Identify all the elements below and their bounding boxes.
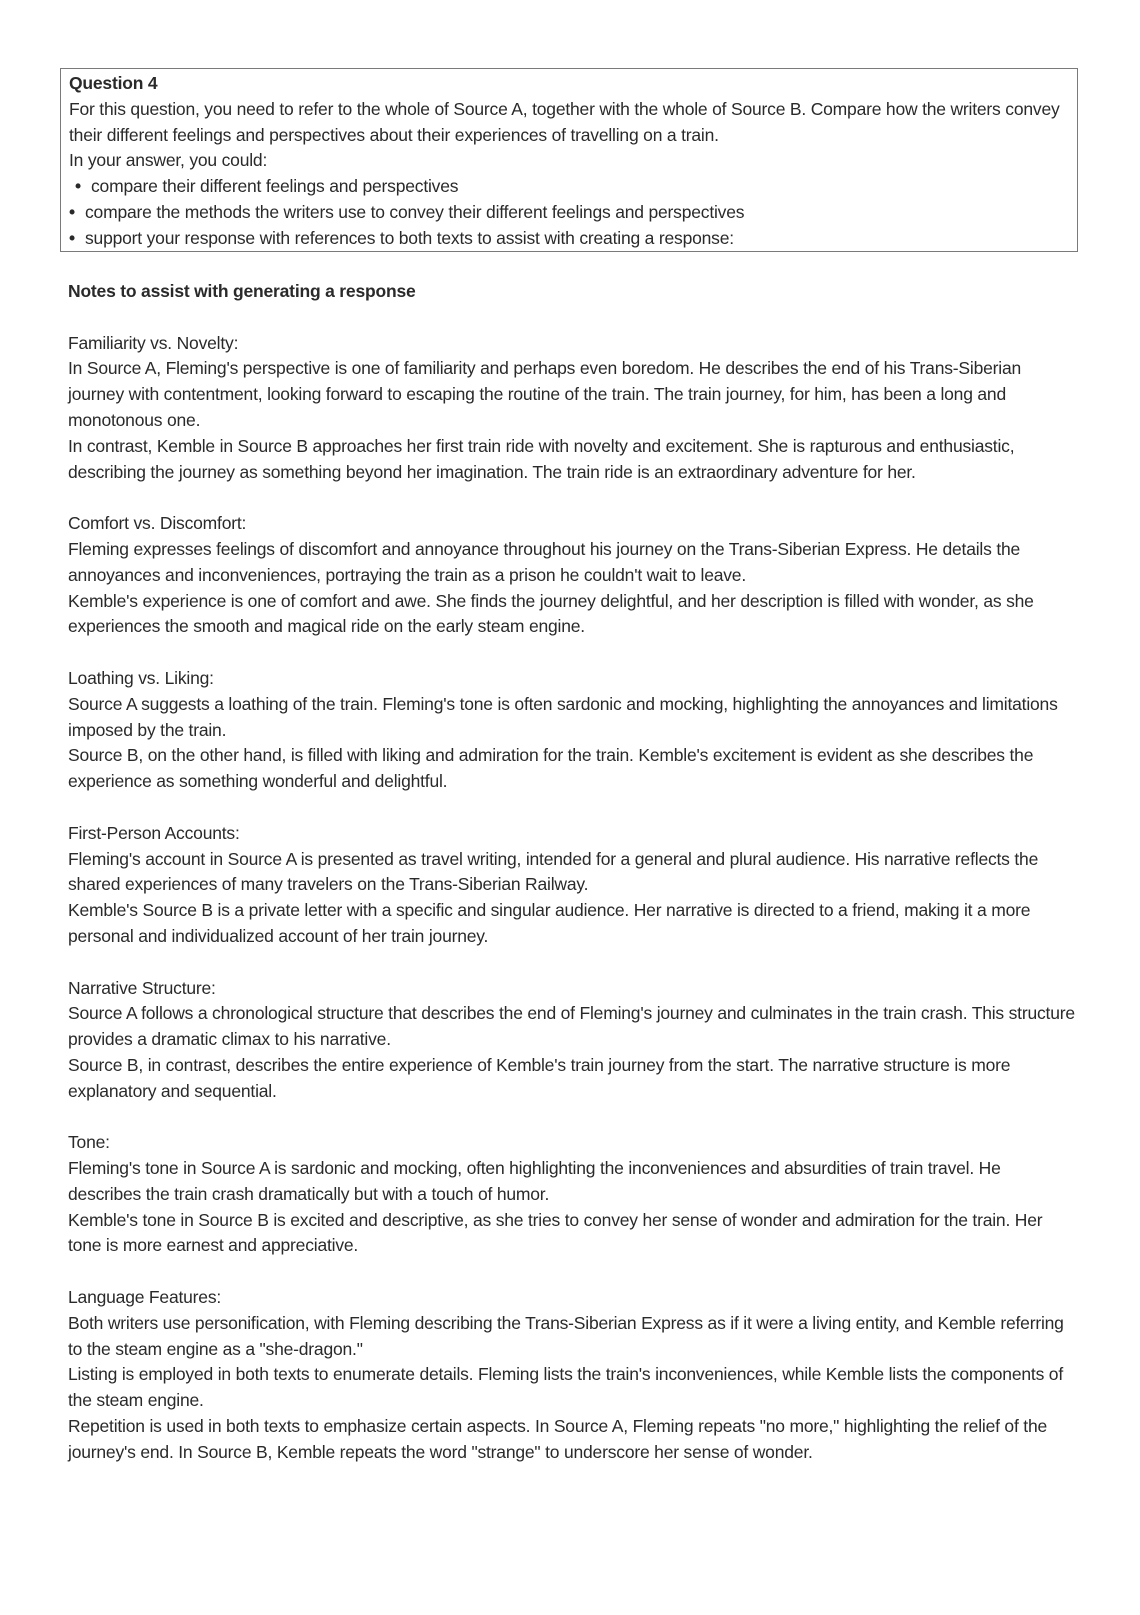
bullet-icon: • [69, 201, 75, 222]
section-paragraph: Source A follows a chronological structure that describes the end of Fleming's journey and culminates in the train crash. This structure provides a dramatic climax to his narrative. [68, 1003, 1075, 1050]
section-paragraph: Kemble's Source B is a private letter with a specific and singular audience. Her narrative is directed to a friend, making it a more personal and individualized account of her train journey. [68, 900, 1031, 946]
section-paragraph: Fleming's tone in Source A is sardonic and mocking, often highlighting the inconveniences and absurdities of train travel. He describes the train crash dramatically but with a touch of humor. [68, 1158, 1001, 1204]
notes-section-familiarity [68, 331, 1078, 486]
question-intro: In your answer, you could: [69, 150, 268, 171]
section-paragraph: Source B, in contrast, describes the entire experience of Kemble's train journey from the start. The narrative structure is more explanatory and sequential. [68, 1054, 1011, 1101]
section-title: First-Person Accounts: [68, 822, 240, 843]
notes-section-first-person [68, 821, 1078, 950]
section-paragraph: Source A suggests a loathing of the train. Fleming's tone is often sardonic and mocking, highlighting the annoyances and limitations imposed by the train. [68, 693, 1058, 740]
notes-section [68, 279, 1078, 1491]
section-title: Language Features: [68, 1287, 222, 1308]
section-paragraph: Repetition is used in both texts to emphasize certain aspects. In Source A, Fleming repeats "no more," highlighting the relief of the journey's end. In Source B, Kemble repeats the word "strange" to underscore her sense of wonder. [68, 1416, 1048, 1462]
section-paragraph: Kemble's tone in Source B is excited and descriptive, as she tries to convey her sense of wonder and admiration for the train. Her tone is more earnest and appreciative. [68, 1209, 1043, 1256]
section-paragraph: Source B, on the other hand, is filled with liking and admiration for the train. Kemble's excitement is evident as she describes the experience as something wonderful and delightful. [68, 745, 1034, 792]
question-bullet [69, 200, 1069, 226]
question-bullet-text: compare their different feelings and perspectives [91, 176, 459, 197]
notes-section-language [68, 1285, 1078, 1466]
question-title: Question 4 [69, 73, 158, 93]
question-box [60, 68, 1078, 252]
section-paragraph: Fleming's account in Source A is presented as travel writing, intended for a general and plural audience. His narrative reflects the shared experiences of many travelers on the Trans-Siberian Railway. [68, 848, 1039, 895]
question-prompt: For this question, you need to refer to the whole of Source A, together with the whole of Source B. Compare how the writers convey their different feelings and perspectives about their experiences of travelling on a train. [69, 98, 1060, 145]
notes-section-comfort [68, 511, 1078, 640]
question-bullet [69, 174, 1069, 200]
section-title: Tone: [68, 1132, 110, 1153]
section-paragraph: Fleming expresses feelings of discomfort and annoyance throughout his journey on the Trans-Siberian Express. He details the annoyances and inconveniences, portraying the train as a prison he couldn't wait to leave. [68, 538, 1021, 585]
section-title: Familiarity vs. Novelty: [68, 332, 239, 353]
notes-section-narrative [68, 976, 1078, 1105]
section-paragraph: Both writers use personification, with Fleming describing the Trans-Siberian Express as if it were a living entity, and Kemble referring to the steam engine as a "she-dragon." [68, 1312, 1064, 1359]
section-paragraph: In contrast, Kemble in Source B approaches her first train ride with novelty and excitement. She is rapturous and enthusiastic, describing the journey as something beyond her imagination. The train ride is an extraordinary adventure for her. [68, 435, 1015, 482]
notes-heading: Notes to assist with generating a response [68, 281, 416, 301]
notes-section-loathing [68, 666, 1078, 795]
section-title: Comfort vs. Discomfort: [68, 513, 247, 534]
question-bullet [69, 226, 1069, 252]
section-title: Loathing vs. Liking: [68, 667, 214, 688]
question-bullet-text: support your response with references to both texts to assist with creating a response: [85, 227, 734, 248]
section-paragraph: Listing is employed in both texts to enumerate details. Fleming lists the train's inconveniences, while Kemble lists the components of the steam engine. [68, 1364, 1063, 1411]
bullet-icon: • [75, 176, 81, 197]
bullet-icon: • [69, 227, 75, 248]
notes-section-tone [68, 1130, 1078, 1259]
section-title: Narrative Structure: [68, 977, 216, 998]
section-paragraph: Kemble's experience is one of comfort and awe. She finds the journey delightful, and her description is filled with wonder, as she experiences the smooth and magical ride on the early steam engine. [68, 590, 1034, 637]
section-paragraph: In Source A, Fleming's perspective is one of familiarity and perhaps even boredom. He describes the end of his Trans-Siberian journey with contentment, looking forward to escaping the routine of the train. The train journey, for him, has been a long and monotonous one. [68, 358, 1022, 430]
question-bullet-text: compare the methods the writers use to convey their different feelings and perspectives [85, 201, 745, 222]
